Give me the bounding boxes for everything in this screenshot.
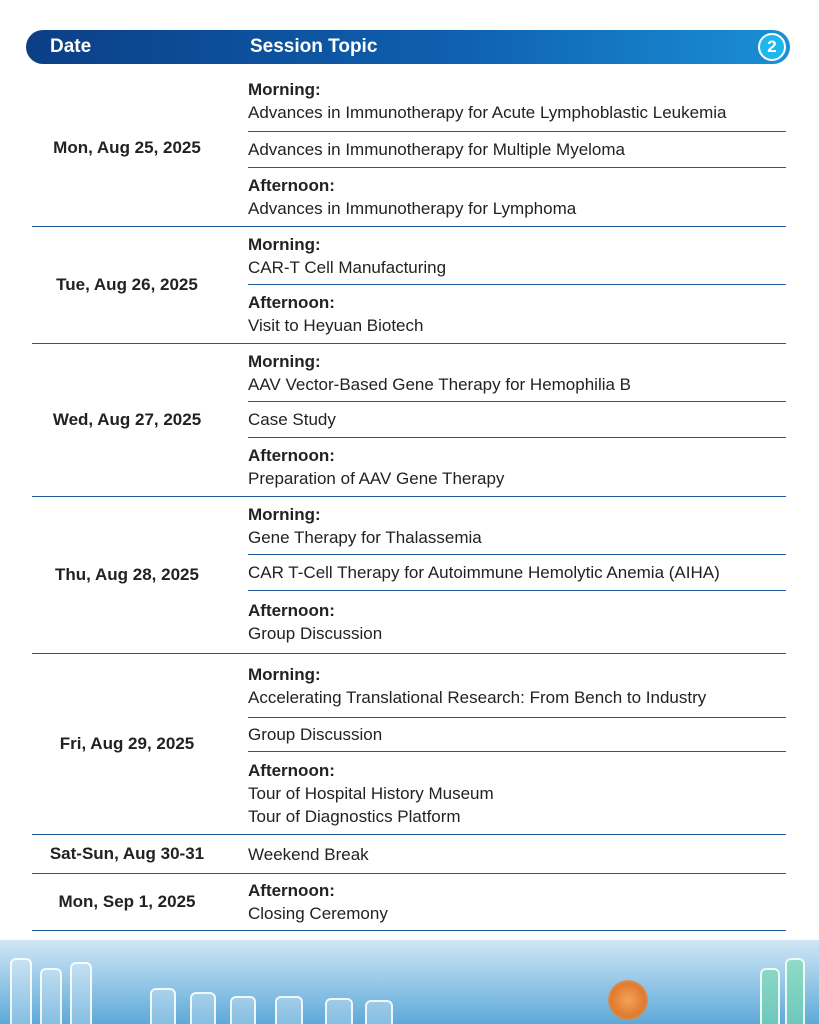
session-date: Tue, Aug 26, 2025 <box>56 275 198 294</box>
schedule-table <box>32 70 786 931</box>
test-tube-icon <box>760 968 780 1024</box>
session-period-label: Morning: <box>248 79 321 99</box>
session-item <box>248 344 786 402</box>
session-topic: Gene Therapy for Thalassemia <box>248 527 482 547</box>
session-period-label: Afternoon: <box>248 601 335 620</box>
session-topic: Closing Ceremony <box>248 904 388 923</box>
session-item <box>248 718 786 752</box>
session-topic: Preparation of AAV Gene Therapy <box>248 469 505 488</box>
schedule-day-row <box>32 835 786 874</box>
session-period-label: Afternoon: <box>248 446 335 465</box>
session-item <box>248 497 786 555</box>
lab-banner-image <box>0 940 819 1024</box>
session-date: Mon, Aug 25, 2025 <box>53 138 201 157</box>
session-list <box>248 835 786 873</box>
session-topic: Advances in Immunotherapy for Acute Lymphoblastic Leukemia <box>248 102 727 122</box>
session-item <box>248 591 786 653</box>
session-list <box>248 70 786 226</box>
test-tube-icon <box>325 998 353 1024</box>
session-item <box>248 438 786 496</box>
test-tube-icon <box>365 1000 393 1024</box>
session-period-label: Morning: <box>248 664 321 684</box>
schedule-day-row <box>32 874 786 931</box>
session-date: Thu, Aug 28, 2025 <box>55 565 199 584</box>
session-date: Wed, Aug 27, 2025 <box>52 410 202 429</box>
flask-icon <box>608 980 648 1020</box>
session-item <box>248 752 786 834</box>
session-item <box>248 654 786 718</box>
test-tube-icon <box>70 962 92 1024</box>
session-period-label: Afternoon: <box>248 293 335 312</box>
schedule-day-row <box>32 654 786 835</box>
session-item <box>248 132 786 168</box>
page-number-badge: 2 <box>758 33 786 61</box>
session-date: Sat-Sun, Aug 30-31 <box>49 844 205 863</box>
session-item <box>248 874 786 930</box>
test-tube-icon <box>190 992 216 1024</box>
session-period-label: Morning: <box>248 351 321 371</box>
test-tube-icon <box>150 988 176 1024</box>
test-tube-icon <box>10 958 32 1024</box>
session-date: Fri, Aug 29, 2025 <box>59 734 195 753</box>
session-topic: Weekend Break <box>248 844 369 864</box>
session-item <box>248 70 786 132</box>
session-topic: Visit to Heyuan Biotech <box>248 316 424 335</box>
session-item <box>248 555 786 591</box>
session-list <box>248 654 786 834</box>
session-item <box>248 402 786 438</box>
session-list <box>248 227 786 343</box>
session-list <box>248 497 786 653</box>
session-item <box>248 835 786 873</box>
session-topic: CAR-T Cell Manufacturing <box>248 257 447 277</box>
session-list <box>248 344 786 496</box>
schedule-day-row <box>32 497 786 654</box>
session-topic: Tour of Diagnostics Platform <box>248 806 461 826</box>
session-list <box>248 874 786 930</box>
session-item <box>248 285 786 343</box>
session-period-label: Morning: <box>248 234 321 254</box>
session-topic: Advances in Immunotherapy for Lymphoma <box>248 199 577 218</box>
test-tube-icon <box>230 996 256 1024</box>
session-topic: Accelerating Translational Research: From Bench to Industry <box>248 687 707 707</box>
session-topic: CAR T-Cell Therapy for Autoimmune Hemolytic Anemia (AIHA) <box>248 563 720 582</box>
schedule-day-row <box>32 344 786 497</box>
session-item <box>248 168 786 226</box>
session-topic: AAV Vector-Based Gene Therapy for Hemophilia B <box>248 374 632 394</box>
session-topic: Group Discussion <box>248 725 383 744</box>
test-tube-icon <box>785 958 805 1024</box>
session-item <box>248 227 786 285</box>
session-period-label: Afternoon: <box>248 881 335 900</box>
test-tube-icon <box>40 968 62 1024</box>
table-header <box>26 30 790 64</box>
session-topic-column-header: Session Topic <box>250 36 378 57</box>
session-period-label: Afternoon: <box>248 176 335 195</box>
session-date: Mon, Sep 1, 2025 <box>58 892 196 911</box>
session-topic: Advances in Immunotherapy for Multiple Myeloma <box>248 140 625 159</box>
date-column-header: Date <box>50 36 92 57</box>
session-topic: Group Discussion <box>248 624 383 643</box>
test-tube-icon <box>275 996 303 1024</box>
session-topic: Case Study <box>248 410 336 429</box>
session-topic: Tour of Hospital History Museum <box>248 783 494 803</box>
schedule-day-row <box>32 227 786 344</box>
schedule-day-row <box>32 70 786 227</box>
session-period-label: Afternoon: <box>248 760 335 780</box>
session-period-label: Morning: <box>248 504 321 524</box>
